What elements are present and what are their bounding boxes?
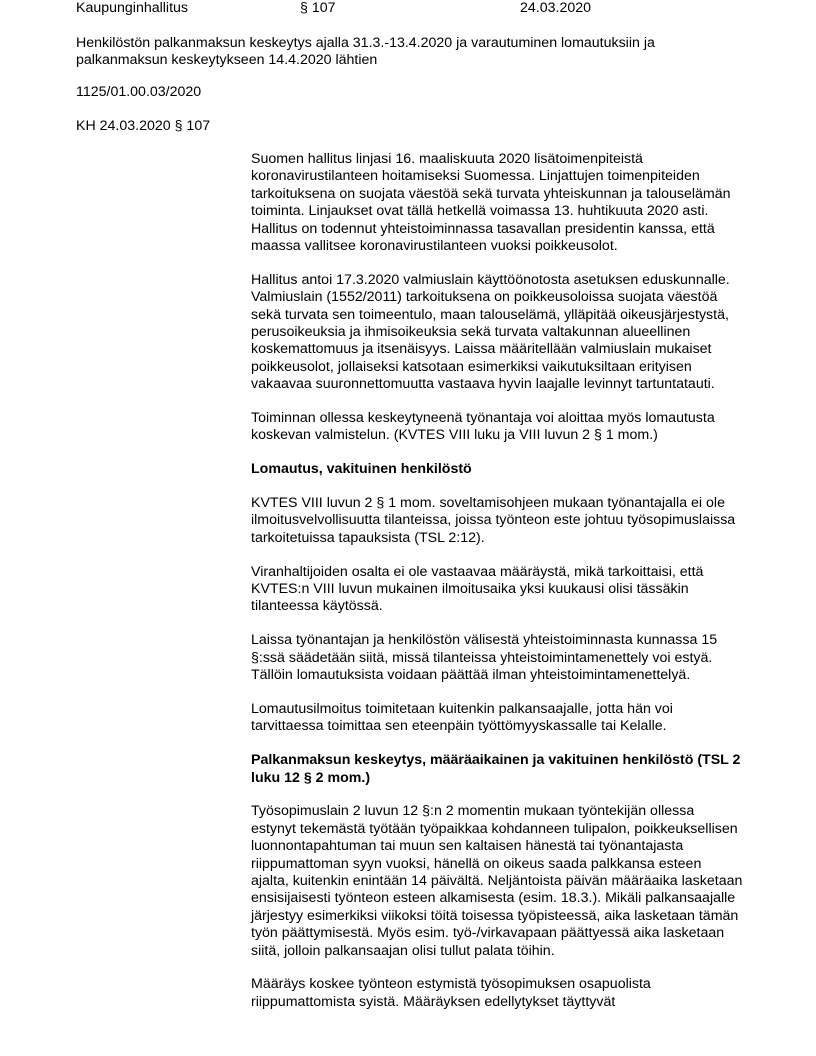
section-heading: Palkanmaksun keskeytys, määräaikainen ja vakituinen henkilöstö (TSL 2 luku 12 § 2 mom.) [251,752,741,786]
body-paragraph: Toiminnan ollessa keskeytyneenä työnantaja voi aloittaa myös lomautusta koskevan valmistelun. (KVTES VIII luku ja VIII luvun 2 § 1 mom.) [251,410,715,444]
body-paragraph: Suomen hallitus linjasi 16. maaliskuuta 2020 lisätoimenpiteistä koronavirustilanteen hoitamiseksi Suomessa. Linjattujen toimenpiteiden tarkoituksena on suojata väestöä sekä turvata yhteiskunnan ja talouselämän toiminta. Linjaukset ovat tällä hetkellä voimassa 13. huhtikuuta 2020 asti. Hallitus on todennut yhteistoiminnassa tasavallan presidentin kanssa, että maassa vallitsee koronavirustilanteen vuoksi poikkeusolot. [251,151,731,255]
document-subject: Henkilöstön palkanmaksun keskeytys ajalla 31.3.-13.4.2020 ja varautuminen lomautuksiin ja palkanmaksun keskeytykseen 14.4.2020 lähtien [76,35,655,69]
body-paragraph: Työsopimuslain 2 luvun 12 §:n 2 momentin mukaan työntekijän ollessa estynyt tekemästä työtään työpaikkaa kohdanneen tulipalon, poikkeuksellisen luonnontapahtuman tai muun sen kaltaisen hänestä tai työnantajasta riippumattoman syyn vuoksi, hänellä on oikeus saada palkkansa esteen ajalta, kuitenkin enintään 14 päivältä. Neljäntoista päivän määräaika lasketaan ensisijaisesti työnteon esteen alkamisesta (esim. 18.3.). Mikäli palkansaajalle järjestyy esimerkiksi viikoksi töitä toisessa työpisteessä, aika lasketaan tämän työn päättymisestä. Myös esim. työ-/virkavapaan päättyessä aika lasketaan siitä, jolloin palkansaajan olisi tullut palata töihin. [251,803,743,959]
body-paragraph: KVTES VIII luvun 2 § 1 mom. soveltamisohjeen mukaan työnantajalla ei ole ilmoitusvelvollisuutta tilanteissa, joissa työnteon este johtuu työsopimuslaissa tarkoitetuissa tapauksista (TSL 2:12). [251,495,736,546]
body-paragraph: Laissa työnantajan ja henkilöstön välisestä yhteistoiminnasta kunnassa 15 §:ssä säädetään siitä, missä tilanteissa yhteistoimintamenettely voi estyä. Tällöin lomautuksista voidaan päättää ilman yhteistoimintamenettelyä. [251,632,718,684]
header-date: 24.03.2020 [520,0,592,16]
decision-reference: KH 24.03.2020 § 107 [76,118,211,134]
body-paragraph: Lomautusilmoitus toimitetaan kuitenkin palkansaajalle, jotta hän voi tarvittaessa toimittaa sen eteenpäin työttömyyskassalle tai Kelalle. [251,700,673,735]
document-header [0,0,816,18]
diary-number: 1125/01.00.03/2020 [76,84,202,100]
header-section-number: § 107 [300,0,336,16]
header-organ: Kaupunginhallitus [76,0,189,16]
body-paragraph: Hallitus antoi 17.3.2020 valmiuslain käyttöönotosta asetuksen eduskunnalle. Valmiuslain (1552/2011) tarkoituksena on poikkeusoloissa suojata väestöä sekä turvata sen toimeentulo, maan talouselämä, ylläpitää oikeusjärjestystä, perusoikeuksia ja ihmisoikeuksia sekä turvata valtakunnan alueellinen koskemattomuus ja itsenäisyys. Laissa määritellään valmiuslain mukaiset poikkeusolot, jollaiseksi katsotaan esimerkiksi vaikutuksiltaan erityisen vakaavaa suuronnettomuutta vastaava hyvin laajalle levinnyt tartuntatauti. [251,271,730,393]
body-paragraph: Viranhaltijoiden osalta ei ole vastaavaa määräystä, mikä tarkoittaisi, että KVTES:n VIII luvun mukainen ilmoitusaika yksi kuukausi olisi tässäkin tilanteessa käytössä. [251,563,704,615]
body-paragraph: Määräys koskee työnteon estymistä työsopimuksen osapuolista riippumattomista syistä. Määräyksen edellytykset täyttyvät [251,976,651,1010]
document-body [251,151,743,1028]
section-heading: Lomautus, vakituinen henkilöstö [251,461,472,478]
